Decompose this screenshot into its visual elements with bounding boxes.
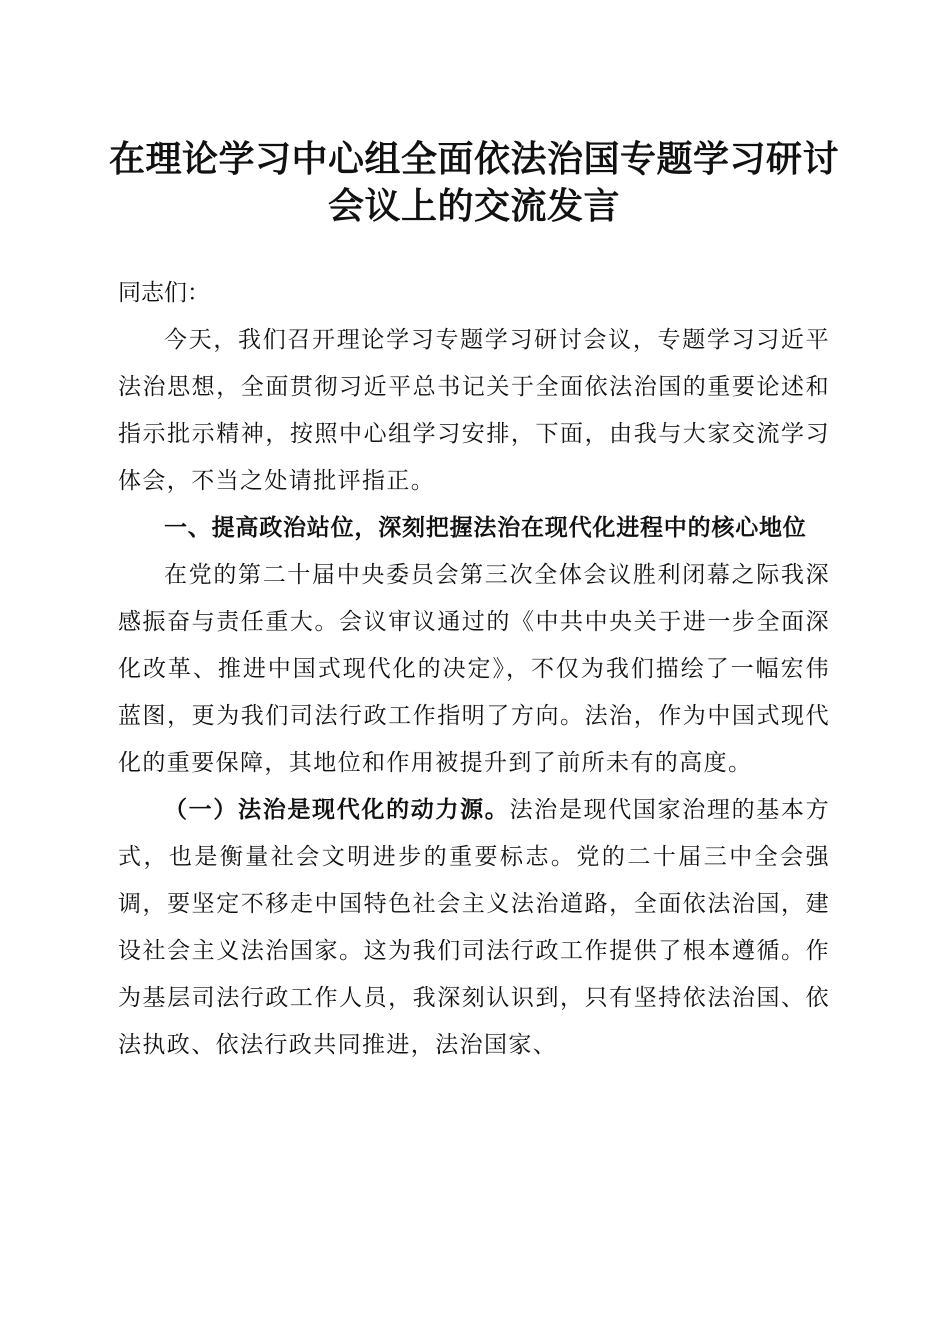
title-line-2: 会议上的交流发言 (327, 185, 620, 227)
salutation: 同志们： (118, 280, 210, 306)
subsection-1-lead: （一）法治是现代化的动力源。 (164, 797, 510, 823)
section-1-heading: 一、提高政治站位，深刻把握法治在现代化进程中的核心地位 (164, 515, 807, 541)
subsection-1-text: 法治是现代国家治理的基本方式，也是衡量社会文明进步的重要标志。党的二十届三中全会强调，要坚定不移走中国特色社会主义法治道路，全面依法治国，建设社会主义法治国家。这为我们司法行政工作提供了根本遵循。作为基层司法行政工作人员，我深刻认识到，只有坚持依法治国、依法执政、依法行政共同推进，法治国家、 (118, 797, 831, 1058)
section-1-paragraph: 在党的第二十届中央委员会第三次全体会议胜利闭幕之际我深感振奋与责任重大。会议审议通过的《中共中央关于进一步全面深化改革、推进中国式现代化的决定》，不仅为我们描绘了一幅宏伟蓝图，更为我们司法行政工作指明了方向。法治，作为中国式现代化的重要保障，其地位和作用被提升到了前所未有的高度。 (118, 562, 830, 776)
title-line-1: 在理论学习中心组全面依法治国专题学习研讨 (108, 138, 839, 180)
intro-paragraph: 今天，我们召开理论学习专题学习研讨会议，专题学习习近平法治思想，全面贯彻习近平总书记关于全面依法治国的重要论述和指示批示精神，按照中心组学习安排，下面，由我与大家交流学习体会，不当之处请批评指正。 (118, 327, 830, 494)
document-title (108, 136, 840, 230)
document-page (108, 136, 839, 1069)
subsection-1-paragraph (118, 787, 830, 1069)
